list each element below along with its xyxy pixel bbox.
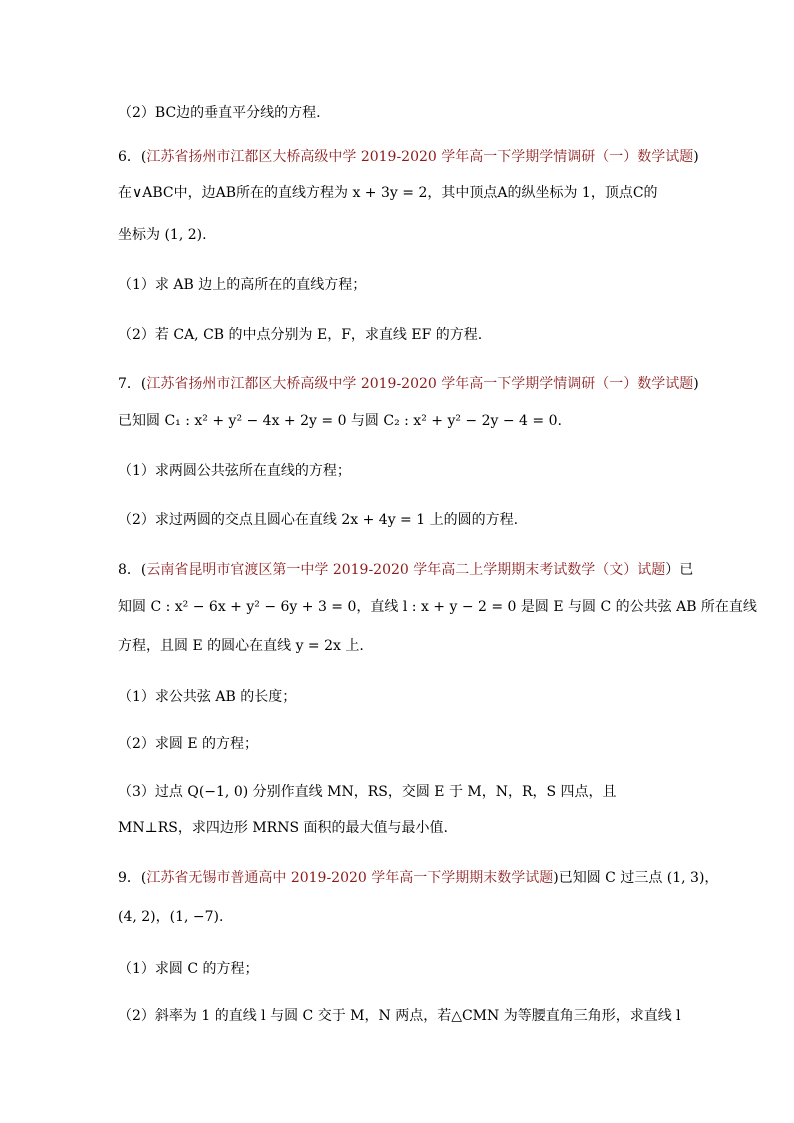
q8-part1: （1）求公共弦 AB 的长度； — [118, 689, 297, 705]
q7-stem: 已知圆 C₁ : x² + y² − 4x + 2y = 0 与圆 C₂ : x² + y² − 2y − 4 = 0. — [118, 413, 562, 429]
q6-stem-line2: 坐标为 (1, 2). — [118, 227, 207, 243]
q7-part2: （2）求过两圆的交点且圆心在直线 2x + 4y = 1 上的圆的方程. — [118, 512, 519, 528]
q9-source: 江苏省无锡市普通高中 2019-2020 学年高一下学期期末数学试题 — [146, 870, 554, 886]
q9-part2: （2）斜率为 1 的直线 l 与圆 C 交于 M，N 两点，若△CMN 为等腰直角三角形，求直线 l — [118, 1008, 681, 1024]
q9-header: 9．(江苏省无锡市普通高中 2019-2020 学年高一下学期期末数学试题)已知圆 C 过三点 (1, 3)， — [118, 870, 719, 886]
q8-part3-line1: （3）过点 Q(−1, 0) 分别作直线 MN，RS，交圆 E 于 M，N，R，S 四点，且 — [118, 784, 617, 800]
q6-source: 江苏省扬州市江都区大桥高级中学 2019-2020 学年高一下学期学情调研（一）数学试题 — [146, 149, 694, 165]
q6-part2: （2）若 CA, CB 的中点分别为 E，F，求直线 EF 的方程. — [118, 327, 483, 343]
q7-part1: （1）求两圆公共弦所在直线的方程； — [118, 463, 351, 479]
q8-source: 云南省昆明市官渡区第一中学 2019-2020 学年高二上学期期末考试数学（文）试题 — [146, 562, 666, 578]
q8-part2: （2）求圆 E 的方程； — [118, 736, 259, 752]
q7-header: 7．(江苏省扬州市江都区大桥高级中学 2019-2020 学年高一下学期学情调研（一）数学试题) — [118, 376, 699, 392]
q6-stem-line1: 在∨ABC中，边AB所在的直线方程为 x + 3y = 2，其中顶点A的纵坐标为 1，顶点C的 — [118, 185, 658, 201]
q7-source: 江苏省扬州市江都区大桥高级中学 2019-2020 学年高一下学期学情调研（一）数学试题 — [146, 376, 694, 392]
q9-stem-line2: (4, 2)，(1, −7). — [118, 909, 224, 925]
q8-part3-line2: MN⊥RS，求四边形 MRNS 面积的最大值与最小值. — [118, 820, 448, 836]
q6-part1: （1）求 AB 边上的高所在的直线方程； — [118, 277, 367, 293]
q9-part1: （1）求圆 C 的方程； — [118, 961, 259, 977]
q8-stem-line2: 方程，且圆 E 的圆心在直线 y = 2x 上. — [118, 638, 364, 654]
q8-stem-line1: 知圆 C : x² − 6x + y² − 6y + 3 = 0，直线 l : x + y − 2 = 0 是圆 E 与圆 C 的公共弦 AB 所在直线 — [118, 599, 757, 615]
q5-part2: （2）BC边的垂直平分线的方程. — [118, 105, 321, 121]
q6-header: 6．(江苏省扬州市江都区大桥高级中学 2019-2020 学年高一下学期学情调研（一）数学试题) — [118, 149, 699, 165]
q8-header: 8．(云南省昆明市官渡区第一中学 2019-2020 学年高二上学期期末考试数学（文）试题）已 — [118, 562, 694, 578]
